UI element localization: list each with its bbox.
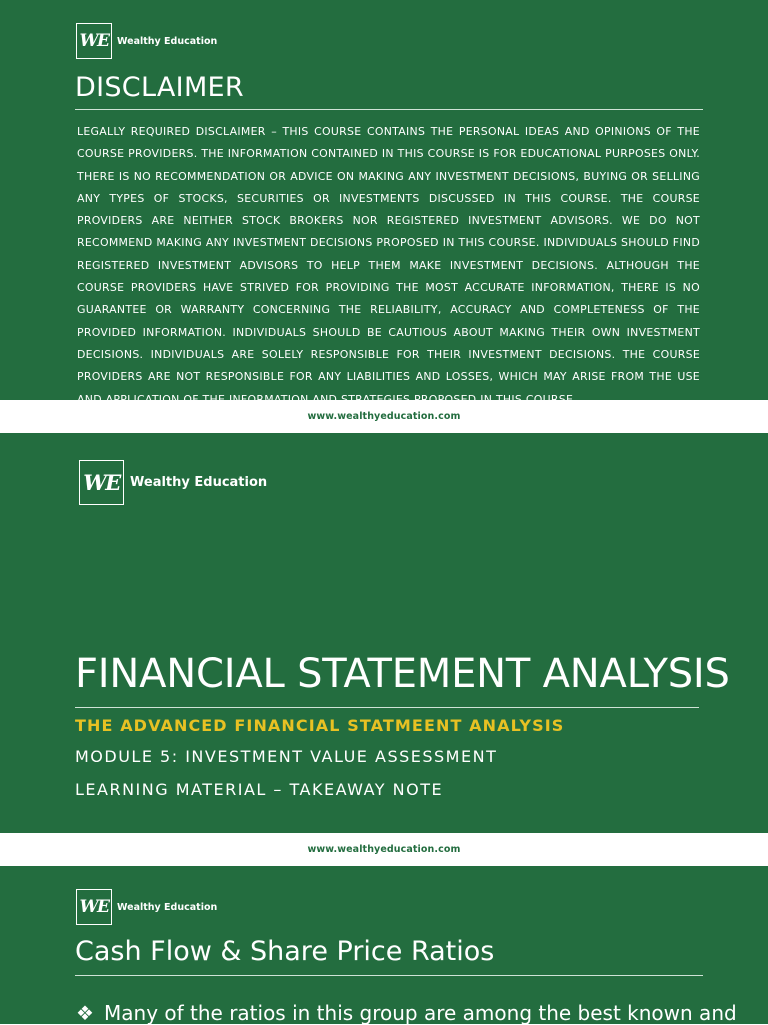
brand-header	[76, 889, 217, 925]
module-label: MODULE 5: INVESTMENT VALUE ASSESSMENT	[75, 747, 498, 766]
brand-header	[76, 23, 217, 59]
title-divider	[75, 109, 703, 110]
diamond-bullet-icon: ❖	[76, 1001, 94, 1025]
brand-header	[79, 460, 267, 505]
disclaimer-text: LEGALLY REQUIRED DISCLAIMER – THIS COURSE CONTAINS THE PERSONAL IDEAS AND OPINIONS OF THE COURSE PROVIDERS. THE INFORMATION CONTAINED IN THIS COURSE IS FOR EDUCATIONAL PURPOSES ONLY. THERE IS NO RECOMMENDATION OR ADVICE ON MAKING ANY INVESTMENT DECISIONS, BUYING OR SELLING ANY TYPES OF STOCKS, SECURITIES OR INVESTMENTS DISCUSSED IN THIS COURSE. THE COURSE PROVIDERS ARE NEITHER STOCK BROKERS NOR REGISTERED INVESTMENT ADVISORS. WE DO NOT RECOMMEND MAKING ANY INVESTMENT DECISIONS PROPOSED IN THIS COURSE. INDIVIDUALS SHOULD FIND REGISTERED INVESTMENT ADVISORS TO HELP THEM MAKE INVESTMENT DECISIONS. ALTHOUGH THE COURSE PROVIDERS HAVE STRIVED FOR PROVIDING THE MOST ACCURATE INFORMATION, THERE IS NO GUARANTEE OR WARRANTY CONCERNING THE RELIABILITY, ACCURACY AND COMPLETENESS OF THE PROVIDED INFORMATION. INDIVIDUALS SHOULD BE CAUTIOUS ABOUT MAKING THEIR OWN INVESTMENT DECISIONS. INDIVIDUALS ARE SOLELY RESPONSIBLE FOR THEIR INVESTMENT DECISIONS. THE COURSE PROVIDERS ARE NOT RESPONSIBLE FOR ANY LIABILITIES AND LOSSES, WHICH MAY ARISE FROM THE USE	[77, 125, 700, 384]
course-subtitle: THE ADVANCED FINANCIAL STATMEENT ANALYSIS	[75, 716, 565, 735]
footer-url: www.wealthyeducation.com	[307, 411, 461, 422]
slide-disclaimer	[0, 0, 768, 400]
learning-material-label: LEARNING MATERIAL – TAKEAWAY NOTE	[75, 780, 444, 799]
brand-name: Wealthy Education	[117, 901, 218, 913]
bullet-item	[76, 1001, 737, 1025]
logo-icon: WE	[76, 889, 112, 925]
footer-strip	[0, 400, 768, 433]
bullet-text: Many of the ratios in this group are among the best known and	[104, 1001, 737, 1025]
title-divider	[75, 707, 699, 708]
logo-icon: WE	[76, 23, 112, 59]
section-title: Cash Flow & Share Price Ratios	[75, 936, 495, 967]
footer-url: www.wealthyeducation.com	[307, 844, 461, 855]
page-title: DISCLAIMER	[75, 72, 244, 103]
title-divider	[75, 975, 703, 976]
brand-name: Wealthy Education	[117, 35, 218, 47]
footer-strip	[0, 833, 768, 866]
brand-name: Wealthy Education	[130, 475, 268, 490]
slide-title	[0, 433, 768, 833]
logo-icon: WE	[79, 460, 124, 505]
course-title: FINANCIAL STATEMENT ANALYSIS	[75, 651, 730, 697]
